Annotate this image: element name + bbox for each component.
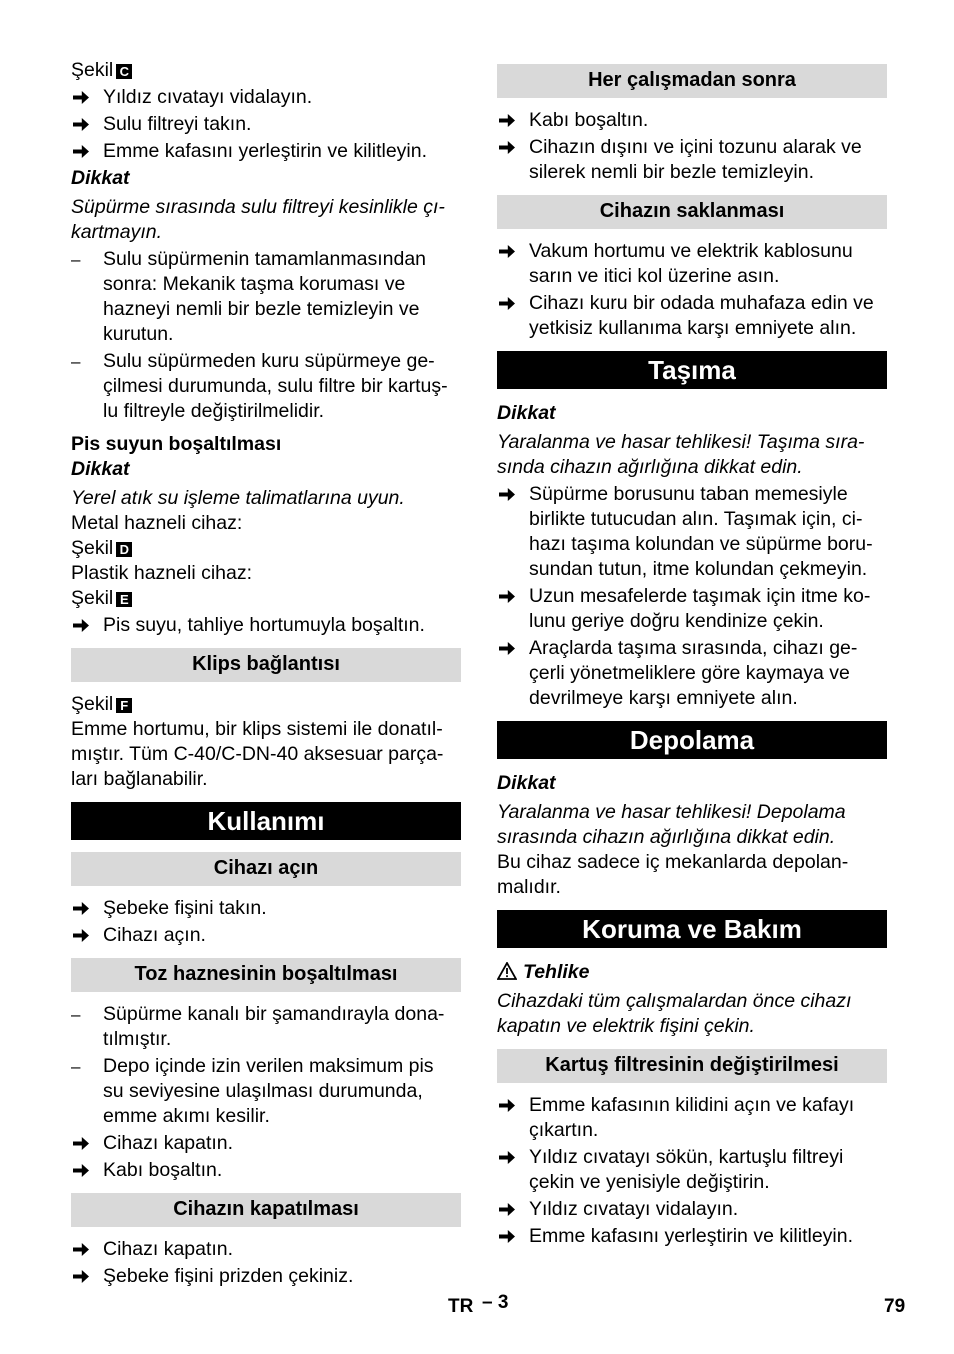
chapter-heading: Taşıma xyxy=(497,351,887,389)
step-item: Yıldız cıvatayı sökün, kartuşlu filtreyi çekin ve yenisiyle değiştirin. xyxy=(497,1145,887,1195)
body-text: Emme hortumu, bir klips sistemi ile donatıl- mıştır. Tüm C-40/C-DN-40 aksesuar parça- ları bağlanabilir. xyxy=(71,718,444,790)
dash-item: – Depo içinde izin verilen maksimum pis su seviyesine ulaşılması durumunda, emme akımı kesilir. xyxy=(71,1054,461,1129)
footer-language: TR xyxy=(448,1296,474,1317)
step-item: Yıldız cıvatayı vidalayın. xyxy=(497,1197,887,1222)
step-item: Kabı boşaltın. xyxy=(497,108,887,133)
step-item: Emme kafasını yerleştirin ve kilitleyin. xyxy=(497,1224,887,1249)
step-item: Vakum hortumu ve elektrik kablosunu sarın ve itici kol üzerine asın. xyxy=(497,239,887,289)
step-item: Kabı boşaltın. xyxy=(71,1158,461,1183)
page-number: 79 xyxy=(884,1296,906,1317)
caution-label: Dikkat xyxy=(71,458,130,480)
subsection-heading: Toz haznesinin boşaltılması xyxy=(71,958,461,992)
step-item: Şebeke fişini prizden çekiniz. xyxy=(71,1264,461,1289)
step-item: Yıldız cıvatayı vidalayın. xyxy=(71,85,461,110)
chapter-heading: Koruma ve Bakım xyxy=(497,910,887,948)
figure-ref: Şekil F xyxy=(71,692,461,717)
caution-text: Yaralanma ve hasar tehlikesi! Depolama sırasında cihazın ağırlığına dikkat edin. xyxy=(497,801,846,848)
right-column xyxy=(497,58,887,1251)
step-item: Araçlarda taşıma sırasında, cihazı ge- çerli yönetmeliklere göre kaymaya ve devrilmeye karşı emniyete alın. xyxy=(497,636,887,711)
step-item: Süpürme borusunu taban memesiyle birlikte tutucudan alın. Taşımak için, ci- hazı taşıma kolundan ve süpürme boru- sundan tutun, itme kolundan çekmeyin. xyxy=(497,482,887,582)
figure-key: D xyxy=(116,542,132,557)
step-item: Cihazı kapatın. xyxy=(71,1237,461,1262)
danger-text: Cihazdaki tüm çalışmalardan önce cihazı kapatın ve elektrik fişini çekin. xyxy=(497,990,852,1037)
caution-text: Yaralanma ve hasar tehlikesi! Taşıma sıra- sında cihazın ağırlığına dikkat edin. xyxy=(497,431,865,478)
caution-label: Dikkat xyxy=(497,402,556,424)
dash-item: – Sulu süpürmeden kuru süpürmeye ge- çilmesi durumunda, sulu filtre bir kartuş- lu filtreyle değiştirilmelidir. xyxy=(71,349,461,424)
figure-key: F xyxy=(116,698,132,713)
caution-label: Dikkat xyxy=(71,167,130,189)
step-item: Cihazı kuru bir odada muhafaza edin ve yetkisiz kullanıma karşı emniyete alın. xyxy=(497,291,887,341)
caution-text: Yerel atık su işleme talimatlarına uyun. xyxy=(71,487,405,509)
subsection-heading: Her çalışmadan sonra xyxy=(497,64,887,98)
figure-ref: Şekil E xyxy=(71,586,461,611)
subsection-heading: Cihazın saklanması xyxy=(497,195,887,229)
figure-ref: Şekil D xyxy=(71,536,461,561)
step-item: Uzun mesafelerde taşımak için itme ko- lunu geriye doğru kendinize çekin. xyxy=(497,584,887,634)
warning-icon xyxy=(497,962,517,980)
left-column xyxy=(71,58,461,1291)
step-item: Sulu filtreyi takın. xyxy=(71,112,461,137)
text-line: Plastik hazneli cihaz: xyxy=(71,562,253,584)
figure-ref: Şekil C xyxy=(71,58,461,83)
caution-label: Dikkat xyxy=(497,772,556,794)
step-item: Şebeke fişini takın. xyxy=(71,896,461,921)
figure-key: C xyxy=(116,64,132,79)
text-line: Metal hazneli cihaz: xyxy=(71,512,243,534)
section-heading: Pis suyun boşaltılması xyxy=(71,433,282,455)
subsection-heading: Klips bağlantısı xyxy=(71,648,461,682)
step-item: Pis suyu, tahliye hortumuyla boşaltın. xyxy=(71,613,461,638)
danger-label: Tehlike xyxy=(497,960,887,985)
footer-section-page: – 3 xyxy=(482,1292,509,1313)
chapter-heading: Kullanımı xyxy=(71,802,461,840)
caution-text: Süpürme sırasında sulu filtreyi kesinlikle çı- kartmayın. xyxy=(71,196,445,243)
dash-item: – Süpürme kanalı bir şamandırayla dona- tılmıştır. xyxy=(71,1002,461,1052)
step-item: Cihazın dışını ve içini tozunu alarak ve silerek nemli bir bezle temizleyin. xyxy=(497,135,887,185)
step-item: Emme kafasını yerleştirin ve kilitleyin. xyxy=(71,139,461,164)
step-item: Emme kafasının kilidini açın ve kafayı çıkartın. xyxy=(497,1093,887,1143)
dash-item: – Sulu süpürmenin tamamlanmasından sonra: Mekanik taşma koruması ve hazneyi nemli bir bezle temizleyin ve kurutun. xyxy=(71,247,461,347)
figure-key: E xyxy=(116,592,132,607)
body-text: Bu cihaz sadece iç mekanlarda depolan- malıdır. xyxy=(497,851,849,898)
step-item: Cihazı açın. xyxy=(71,923,461,948)
subsection-heading: Cihazın kapatılması xyxy=(71,1193,461,1227)
step-item: Cihazı kapatın. xyxy=(71,1131,461,1156)
subsection-heading: Cihazı açın xyxy=(71,852,461,886)
chapter-heading: Depolama xyxy=(497,721,887,759)
subsection-heading: Kartuş filtresinin değiştirilmesi xyxy=(497,1049,887,1083)
